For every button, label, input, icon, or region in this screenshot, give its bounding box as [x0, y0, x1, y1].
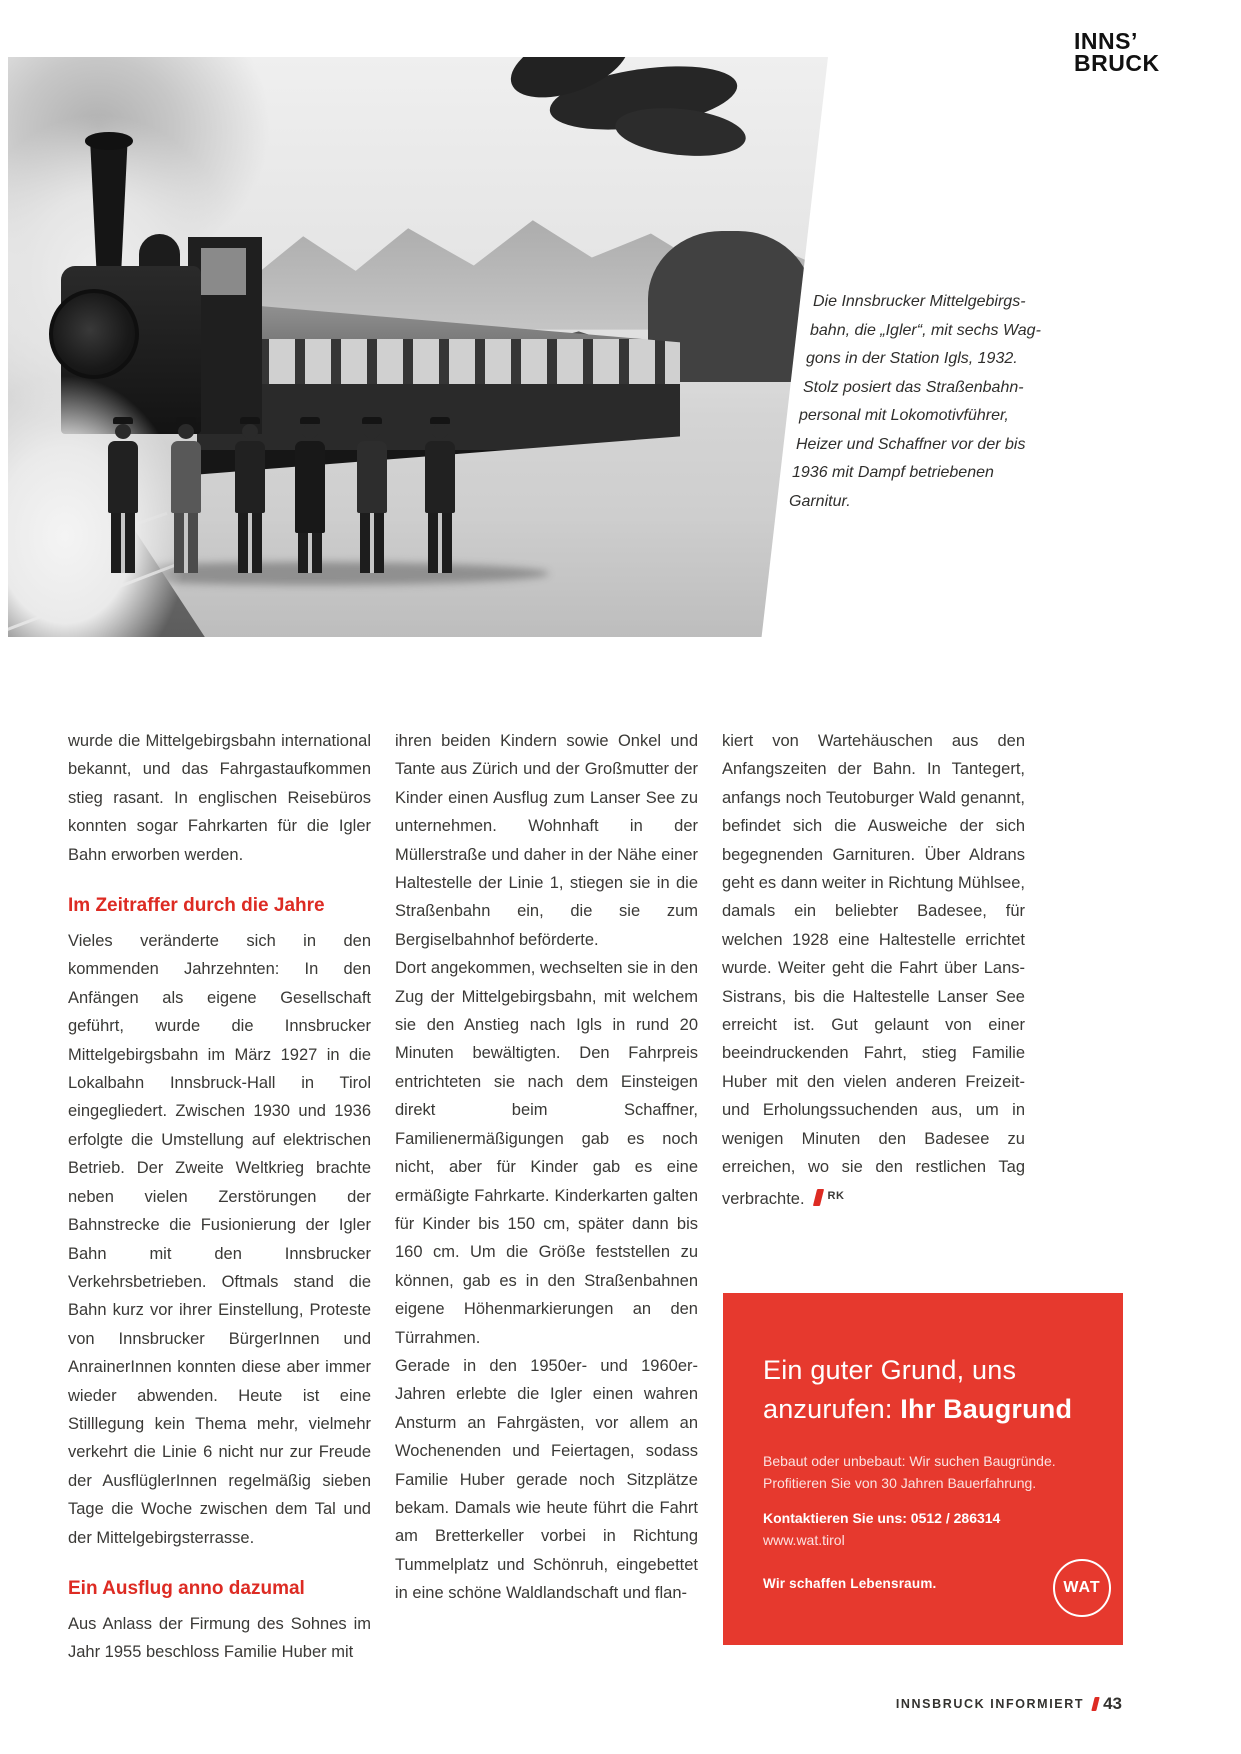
railway-staff-figure [352, 417, 392, 579]
railway-staff-figure [230, 417, 270, 579]
ad-body-line2: Profitieren Sie von 30 Jahren Bauerfahrung. [763, 1475, 1037, 1491]
caption-line: bahn, die „Igler“, mit sechs Wag- [810, 321, 1041, 339]
wat-logo [1053, 1559, 1111, 1617]
paragraph-text: kiert von Wartehäuschen aus den Anfangszeiten der Bahn. In Tantegert, anfangs noch Teutoburger Wald genannt, befindet sich die Ausweiche der sich begegnenden Garnituren. Über Aldrans geht es dann weiter in Richtung Mühlsee, damals ein beliebter Badesee, für welchen 1928 eine Haltestelle errichtet wurde. Weiter geht die Fahrt über Lans-Sistrans, bis die Haltestelle Lanser See erreicht ist. Gut gelaunt von einer beeindruckenden Fahrt, stieg Familie Huber mit den vielen anderen Freizeit- und Erholungssuchenden aus, um in wenigen Minuten den Badesee zu erreichen, wo sie den restlichen Tag verbrachte. [722, 732, 1025, 1208]
caption-line: Stolz posiert das Straßenbahn- [803, 378, 1024, 396]
photo-caption [789, 288, 1041, 516]
text-column-1 [68, 727, 371, 1667]
paragraph [722, 727, 1025, 1213]
magazine-name: INNSBRUCK INFORMIERT [895, 1697, 1085, 1711]
caption-line: Garnitur. [789, 492, 851, 510]
ad-heading-line2: anzurufen: [763, 1394, 901, 1424]
locomotive-chimney-cap [85, 132, 133, 149]
logo-line1: INNS’ [1074, 28, 1138, 54]
ad-heading [763, 1351, 1083, 1429]
wagon-windows [197, 339, 681, 384]
ad-heading-bold: Ihr Baugrund [900, 1394, 1073, 1424]
paragraph: Aus Anlass der Firmung des Sohnes im Jahr 1955 beschloss Familie Huber mit [68, 1614, 371, 1662]
railway-staff-figure [103, 417, 143, 579]
innsbruck-logo [1074, 30, 1160, 74]
ad-heading-line1: Ein guter Grund, uns [763, 1355, 1017, 1385]
steam-cloud-low [0, 376, 188, 695]
logo-line2: BRUCK [1074, 50, 1160, 76]
caption-line: gons in der Station Igls, 1932. [806, 350, 1018, 367]
section-heading-ausflug: Ein Ausflug anno dazumal [68, 1577, 305, 1599]
railway-staff-figure [166, 417, 206, 579]
text-column-2 [395, 727, 698, 1667]
locomotive-smokebox [49, 289, 139, 379]
red-slash-icon [812, 1189, 823, 1206]
caption-line: personal mit Lokomotivführer, [799, 407, 1009, 424]
railway-staff-figure [420, 417, 460, 579]
red-slash-icon [1091, 1697, 1099, 1711]
tree-branch [613, 102, 748, 162]
paragraph: Gerade in den 1950er- und 1960er-Jahren erlebte die Igler einen wahren Ansturm an Fahrgästen, vor allem an Wochenenden und Feiertagen, sodass Familie Huber gerade noch Sitzplätze bekam. Damals wie heute führt die Fahrt am Bretterkeller vorbei in Richtung Tummelplatz und Schönruh, eingebettet in eine schöne Waldlandschaft und flan- [395, 1356, 698, 1603]
ad-contact: Kontaktieren Sie uns: 0512 / 286314 [763, 1510, 1001, 1526]
page-footer [896, 1694, 1122, 1714]
caption-line: Heizer und Schaffner vor der bis [796, 435, 1026, 453]
ad-slogan: Wir schaffen Lebensraum. [763, 1576, 937, 1591]
wat-logo-text: WAT [1063, 1579, 1101, 1596]
author-initials: RK [827, 1189, 845, 1202]
caption-line: 1936 mit Dampf betriebenen [792, 464, 994, 481]
railway-staff-figure [290, 417, 330, 579]
section-heading-zeitraffer: Im Zeitraffer durch die Jahre [68, 895, 325, 917]
paragraph: wurde die Mittelgebirgsbahn international bekannt, und das Fahrgastaufkommen stieg rasant. In englischen Reisebüros konnten sogar Fahrkarten für die Igler Bahn erworben werden. [68, 732, 371, 864]
paragraph: Dort angekommen, wechselten sie in den Zug der Mittelgebirgsbahn, mit welchem sie den Anstieg nach Igls in rund 20 Minuten bewältigten. Den Fahrpreis entrichteten sie nach dem Einsteigen direkt beim Schaffner, Familienermäßigungen gab es noch nicht, aber für Kinder gab es eine ermäßigte Fahrkarte. Kinderkarten galten für Kinder bis 150 cm, später dann bis 160 cm. Um die Größe feststellen zu können, gab es in den Straßenbahnen eigene Höhenmarkierungen an den Türrahmen. [395, 959, 698, 1347]
paragraph: ihren beiden Kindern sowie Onkel und Tante aus Zürich und der Großmutter der Kinder einen Ausflug zum Lanser See zu unternehmen. Wohnhaft in der Müllerstraße und daher in der Nähe einer Haltestelle der Linie 1, stiegen sie in die Straßenbahn ein, die sie zum Bergiselbahnhof beförderte. [395, 732, 698, 949]
paragraph: Vieles veränderte sich in den kommenden Jahrzehnten: In den Anfängen als eigene Gesellschaft geführt, wurde die Innsbrucker Mittelgebirgsbahn im März 1927 in die Lokalbahn Innsbruck-Hall in Tirol eingegliedert. Zwischen 1930 und 1936 erfolgte die Umstellung auf elektrischen Betrieb. Der Zweite Weltkrieg brachte neben vielen Zerstörungen der Bahnstrecke die Fusionierung der Igler Bahn mit den Innsbrucker Verkehrsbetrieben. Oftmals stand die Bahn kurz vor ihrer Einstellung, Proteste von Innsbrucker BürgerInnen und AnrainerInnen konnten diese aber immer wieder abwenden. Heute ist eine Stilllegung kein Thema mehr, vielmehr verkehrt die Linie 6 nicht nur zur Freude der AusflüglerInnen regelmäßig sieben Tage die Woche zwischen dem Tal und der Mittelgebirgsterrasse. [68, 932, 371, 1547]
ad-body-line1: Bebaut oder unbebaut: Wir suchen Baugründe. [763, 1453, 1056, 1469]
ad-body-text [763, 1450, 1083, 1494]
train-photo [8, 57, 828, 637]
page-number: 43 [1103, 1694, 1122, 1713]
wat-advertisement [723, 1293, 1123, 1645]
caption-line: Die Innsbrucker Mittelgebirgs- [813, 293, 1026, 310]
ad-website-link[interactable]: www.wat.tirol [763, 1532, 845, 1548]
locomotive-cab-window [201, 248, 246, 294]
